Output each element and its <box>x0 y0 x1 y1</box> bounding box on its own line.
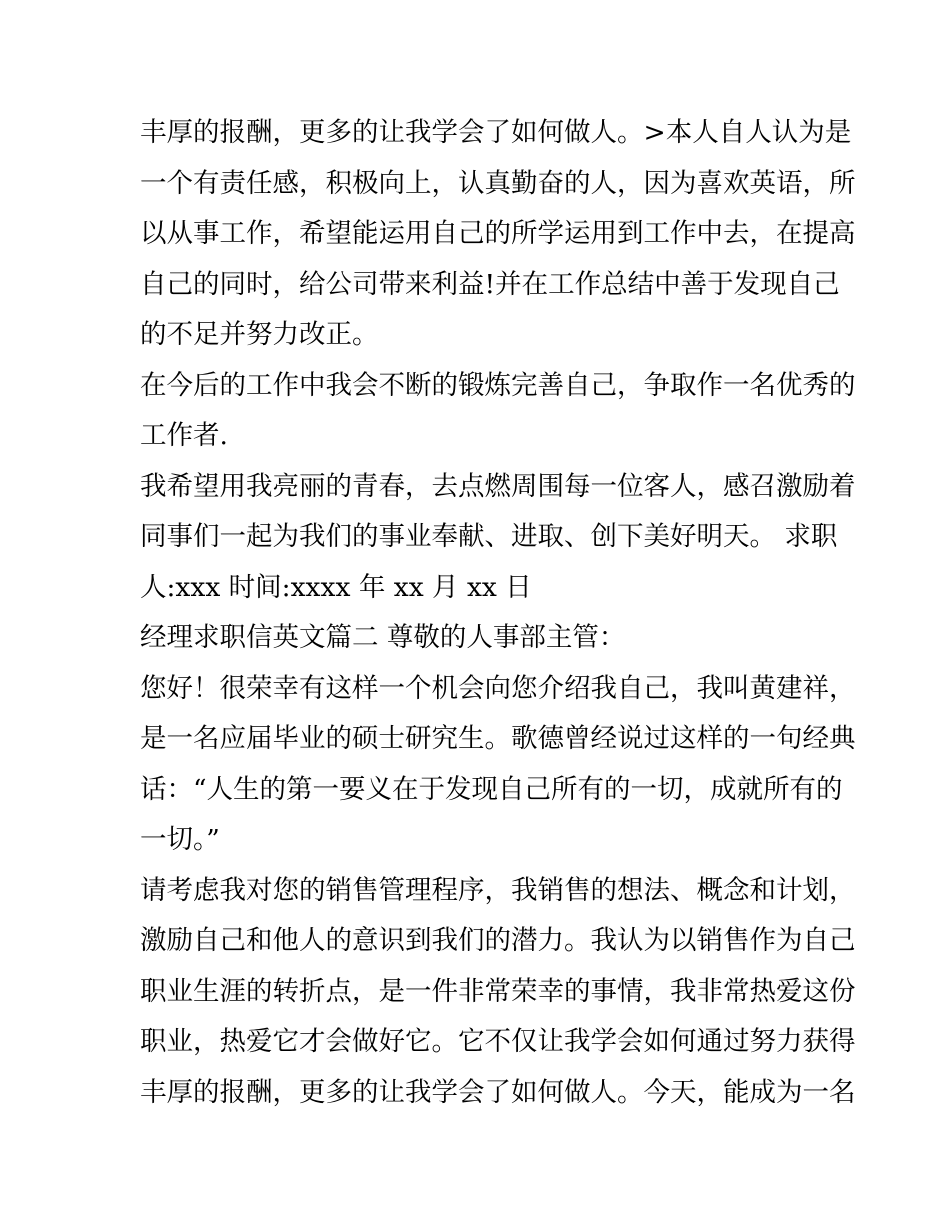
text-line: 激励自己和他人的意识到我们的潜力。我认为以销售作为自己 <box>140 925 856 956</box>
text-line: 一切。” <box>140 824 220 855</box>
text-line: 您好！很荣幸有这样一个机会向您介绍我自己，我叫黄建祥， <box>140 672 856 704</box>
text-line: 的不足并努力改正。 <box>140 319 379 350</box>
text-line: 话：“人生的第一要义在于发现自己所有的一切，成就所有的 <box>140 773 843 805</box>
text-line: 以从事工作，希望能运用自己的所学运用到工作中去，在提高 <box>140 218 856 249</box>
text-line: 工作者. <box>140 420 228 451</box>
text-line: 请考虑我对您的销售管理程序，我销售的想法、概念和计划， <box>140 874 856 906</box>
document-body <box>140 108 856 1118</box>
text-line: 一个有责任感，积极向上，认真勤奋的人，因为喜欢英语，所 <box>140 167 856 199</box>
text-line: 人:xxx 时间:xxxx 年 xx 月 xx 日 <box>140 571 532 603</box>
text-line: 丰厚的报酬，更多的让我学会了如何做人。今天，能成为一名 <box>140 1076 856 1108</box>
text-line: 我希望用我亮丽的青春，去点燃周围每一位客人，感召激励着 <box>140 470 856 502</box>
text-line: 是一名应届毕业的硕士研究生。歌德曾经说过这样的一句经典 <box>140 723 856 754</box>
text-line: 同事们一起为我们的事业奉献、进取、创下美好明天。 求职 <box>140 521 838 552</box>
text-line: 经理求职信英文篇二 尊敬的人事部主管： <box>140 622 626 653</box>
text-line: 自己的同时，给公司带来利益!并在工作总结中善于发现自己 <box>140 268 840 300</box>
text-line: 职业生涯的转折点，是一件非常荣幸的事情，我非常热爱这份 <box>140 975 856 1007</box>
text-line: 丰厚的报酬，更多的让我学会了如何做人。>本人自人认为是 <box>140 117 852 148</box>
text-line: 职业，热爱它才会做好它。它不仅让我学会如何通过努力获得 <box>140 1026 856 1057</box>
text-line: 在今后的工作中我会不断的锻炼完善自己，争取作一名优秀的 <box>140 369 856 401</box>
